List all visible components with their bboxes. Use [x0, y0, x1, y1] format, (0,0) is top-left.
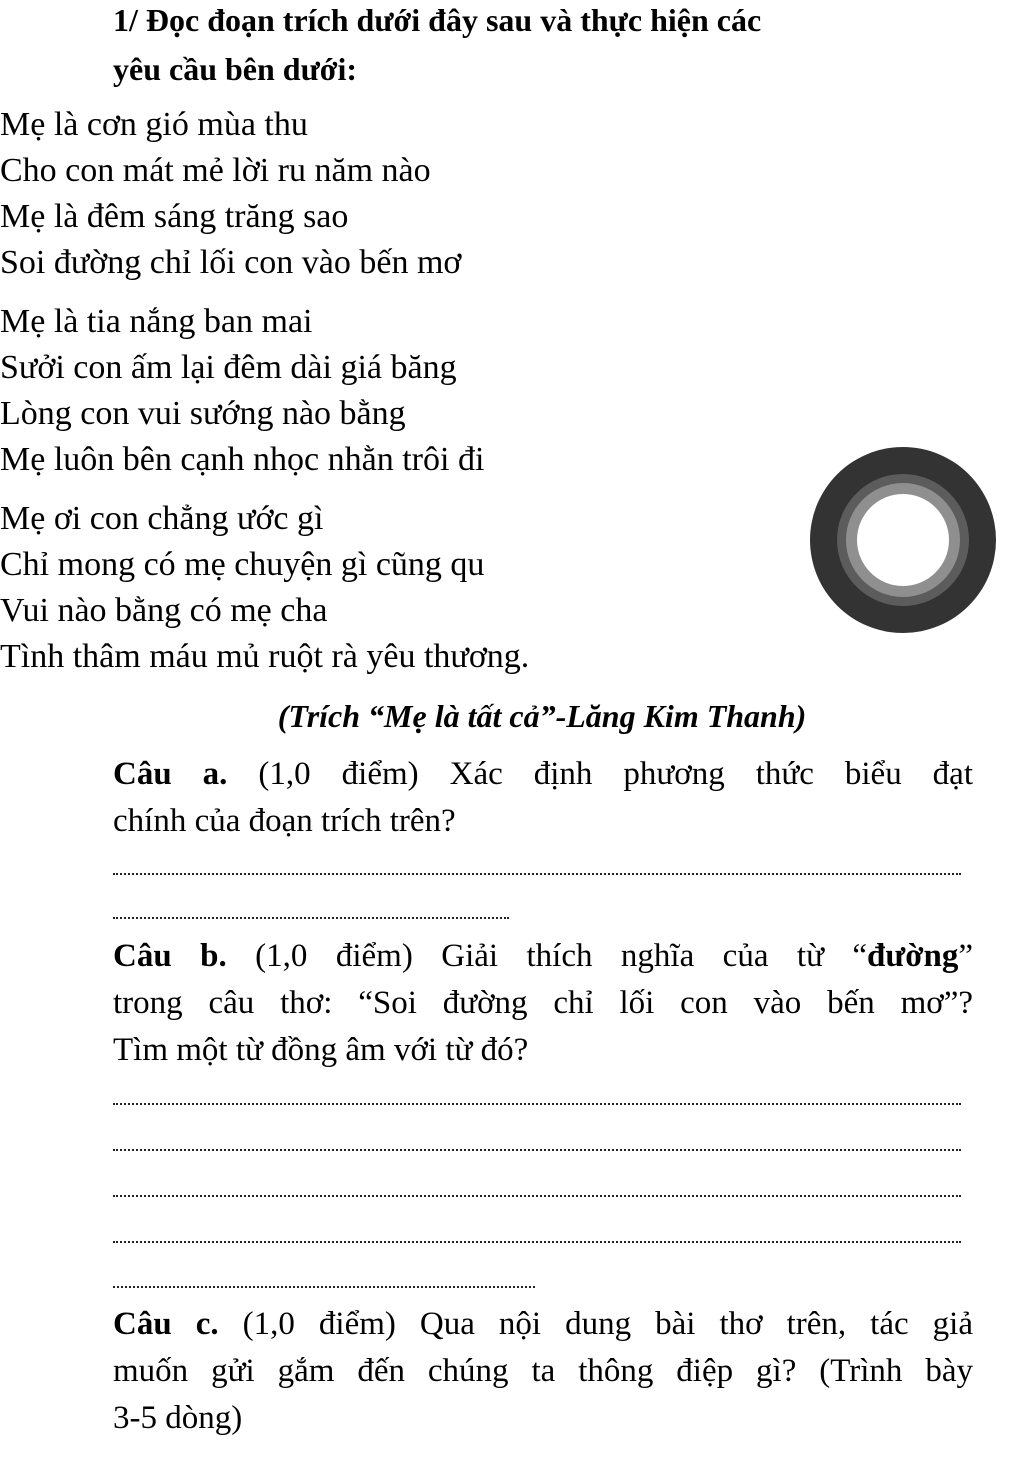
- answer-dotted-line[interactable]: [113, 1241, 961, 1243]
- answer-dotted-line[interactable]: [113, 1149, 961, 1151]
- question-b-label: Câu b.: [113, 938, 227, 974]
- poem-line: Mẹ luôn bên cạnh nhọc nhằn trôi đi: [0, 441, 485, 478]
- question-c-line3: 3-5 dòng): [113, 1400, 243, 1436]
- poem-line: Mẹ ơi con chẳng ước gì: [0, 500, 324, 537]
- question-b-text-pre: (1,0 điểm) Giải thích nghĩa của từ “: [255, 938, 868, 974]
- poem-line: Vui nào bằng có mẹ cha: [0, 592, 328, 629]
- poem-line: Mẹ là tia nắng ban mai: [0, 303, 313, 340]
- poem-line: Chỉ mong có mẹ chuyện gì cũng qu: [0, 546, 485, 583]
- poem-line: Mẹ là cơn gió mùa thu: [0, 106, 308, 143]
- answer-dotted-line[interactable]: [113, 1195, 961, 1197]
- question-b-text: [255, 938, 973, 974]
- poem-line: Mẹ là đêm sáng trăng sao: [0, 198, 349, 235]
- question-a-line1: [113, 758, 973, 791]
- poem-citation: (Trích “Mẹ là tất cả”-Lăng Kim Thanh): [277, 698, 807, 734]
- question-c-line1: [113, 1308, 973, 1341]
- instruction-heading-line2: yêu cầu bên dưới:: [113, 51, 358, 87]
- question-c-label: Câu c.: [113, 1306, 219, 1342]
- instruction-heading-line1: 1/ Đọc đoạn trích dưới đây sau và thực hiện các: [113, 2, 762, 38]
- poem-line: Tình thâm máu mủ ruột rà yêu thương.: [0, 638, 530, 675]
- answer-dotted-line[interactable]: [113, 1286, 535, 1288]
- answer-dotted-line[interactable]: [113, 917, 509, 919]
- question-b-line1: [113, 940, 973, 973]
- question-b-line2: trong câu thơ: “Soi đường chỉ lối con vào bến mơ”?: [113, 985, 973, 1021]
- question-a-text: (1,0 điểm) Xác định phương thức biểu đạt: [258, 756, 973, 792]
- poem-line: Soi đường chỉ lối con vào bến mơ: [0, 244, 462, 281]
- question-a-label: Câu a.: [113, 756, 228, 792]
- answer-dotted-line[interactable]: [113, 1103, 961, 1105]
- record-ring-icon[interactable]: [810, 447, 996, 633]
- question-c-text: (1,0 điểm) Qua nội dung bài thơ trên, tác giả: [242, 1306, 973, 1342]
- poem-line: Lòng con vui sướng nào bằng: [0, 395, 406, 432]
- answer-dotted-line[interactable]: [113, 873, 961, 875]
- question-c-line2: muốn gửi gắm đến chúng ta thông điệp gì? (Trình bày: [113, 1353, 973, 1389]
- poem-line: Sưởi con ấm lại đêm dài giá băng: [0, 349, 457, 386]
- question-b-keyword: đường: [867, 938, 959, 974]
- record-ring-graphic: [810, 447, 996, 633]
- poem-line: Cho con mát mẻ lời ru năm nào: [0, 152, 431, 189]
- question-b-line3: Tìm một từ đồng âm với từ đó?: [113, 1032, 529, 1068]
- question-b-text-post: ”: [958, 938, 973, 974]
- question-a-line2: chính của đoạn trích trên?: [113, 803, 456, 839]
